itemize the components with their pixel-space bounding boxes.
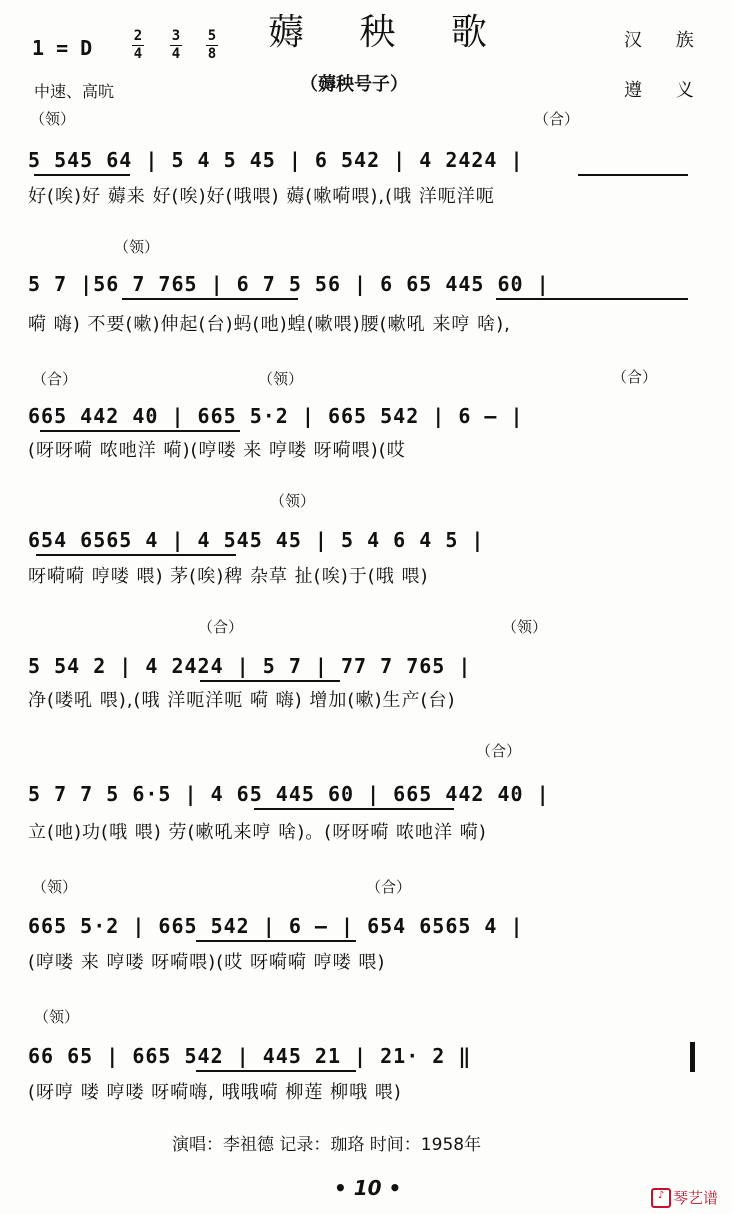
lyrics-line-3: (呀呀嗬 哝吔洋 嗬)(哼喽 来 哼喽 呀嗬喂)(哎: [28, 440, 406, 461]
notation-line-2: 5 7 |56 7 765 | 6 7 5 56 | 6 65 445 60 |: [28, 272, 550, 296]
beam-underline: [196, 1070, 356, 1072]
solo-marker: （领）: [258, 370, 304, 388]
beam-underline: [200, 680, 340, 682]
song-title: 薅 秧 歌: [268, 12, 509, 53]
solo-marker: （领）: [32, 878, 78, 896]
beam-underline: [254, 808, 454, 810]
lyrics-line-4: 呀嗬嗬 哼喽 喂) 茅(唉)稗 杂草 扯(唉)于(哦 喂): [28, 566, 429, 587]
lyrics-line-6: 立(吔)功(哦 喂) 劳(嗽吼来哼 啥)。(呀呀嗬 哝吔洋 嗬): [28, 822, 487, 843]
ethnicity-label: 汉 族: [624, 30, 708, 51]
solo-marker: （领）: [270, 492, 316, 510]
solo-marker: （领）: [114, 238, 160, 256]
final-double-barline: [690, 1042, 695, 1072]
beam-underline: [578, 174, 688, 176]
beam-underline: [496, 298, 688, 300]
solo-marker: （领）: [34, 1008, 80, 1026]
beam-underline: [36, 554, 236, 556]
watermark: [651, 1187, 718, 1208]
time-signature-2-4: 2 4: [133, 28, 143, 62]
chorus-marker: （合）: [534, 110, 580, 128]
chorus-marker: （合）: [32, 370, 78, 388]
notation-line-1: 5 545 64 | 5 4 5 45 | 6 542 | 4 2424 |: [28, 148, 524, 172]
notation-line-4: 654 6565 4 | 4 545 45 | 5 4 6 4 5 |: [28, 528, 485, 552]
lyrics-line-5: 净(喽吼 喂),(哦 洋呃洋呃 嗬 嗨) 增加(嗽)生产(台): [28, 690, 456, 711]
notation-line-7: 665 5·2 | 665 542 | 6 — | 654 6565 4 |: [28, 914, 524, 938]
lyrics-line-7: (哼喽 来 哼喽 呀嗬喂)(哎 呀嗬嗬 哼喽 喂): [28, 952, 386, 973]
chorus-marker: （合）: [366, 878, 412, 896]
key-signature: 1 = D: [32, 36, 93, 60]
time-signature-5-8: 5 8: [207, 28, 217, 62]
watermark-text: 琴艺谱: [672, 1189, 718, 1207]
lyrics-line-2: 嗬 嗨) 不要(嗽)伸起(台)蚂(吔)蝗(嗽喂)腰(嗽吼 来哼 啥),: [28, 314, 511, 335]
beam-underline: [196, 940, 356, 942]
lyrics-line-1: 好(唉)好 薅来 好(唉)好(哦喂) 薅(嗽嗬喂),(哦 洋呃洋呃: [28, 186, 495, 207]
notation-line-6: 5 7 7 5 6·5 | 4 65 445 60 | 665 442 40 |: [28, 782, 550, 806]
music-note-icon: ♪: [651, 1188, 671, 1208]
chorus-marker: （合）: [612, 368, 658, 386]
beam-underline: [122, 298, 298, 300]
notation-line-8: 66 65 | 665 542 | 445 21 | 21· 2 ‖: [28, 1044, 472, 1068]
credits-line: 演唱：李祖德 记录：珈珞 时间：1958年: [172, 1135, 482, 1155]
song-subtitle: （薅秧号子）: [300, 74, 408, 95]
page-number: • 10 •: [334, 1176, 402, 1200]
beam-underline: [34, 174, 130, 176]
beam-underline: [40, 430, 240, 432]
notation-line-5: 5 54 2 | 4 2424 | 5 7 | 77 7 765 |: [28, 654, 472, 678]
notation-line-3: 665 442 40 | 665 5·2 | 665 542 | 6 — |: [28, 404, 524, 428]
solo-marker: （领）: [30, 110, 76, 128]
region-label: 遵 义: [624, 80, 708, 101]
time-signature-3-4: 3 4: [171, 28, 181, 62]
solo-marker: （领）: [502, 618, 548, 636]
chorus-marker: （合）: [476, 742, 522, 760]
chorus-marker: （合）: [198, 618, 244, 636]
tempo-marking: 中速、高吭: [34, 82, 115, 101]
lyrics-line-8: (呀哼 喽 哼喽 呀嗬嗨, 哦哦嗬 柳莲 柳哦 喂): [28, 1082, 402, 1103]
